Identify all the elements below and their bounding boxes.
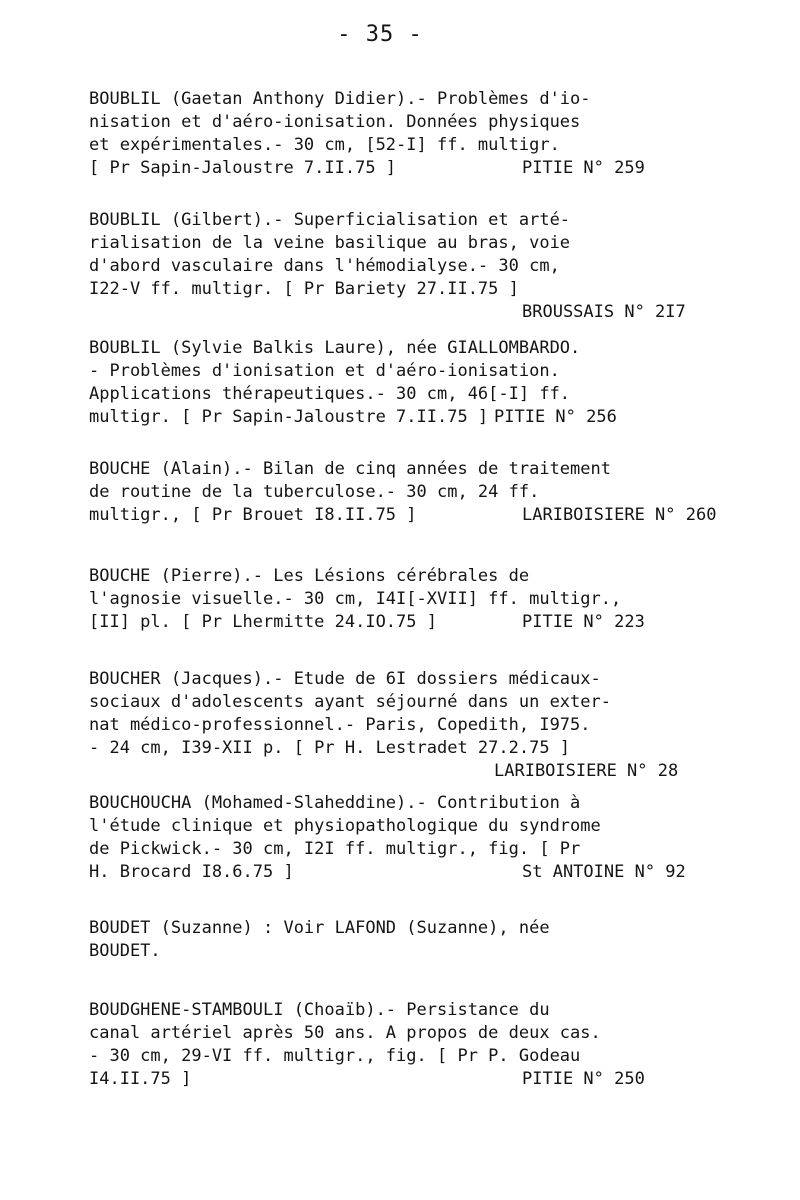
entry-line: - 30 cm, 29-VI ff. multigr., fig. [ Pr P. Godeau [89, 1046, 581, 1066]
entry-line: multigr., [ Pr Brouet I8.II.75 ] [89, 505, 417, 525]
bibliography-entry [89, 999, 749, 1091]
entry-line: BOUCHE (Pierre).- Les Lésions cérébrales de [89, 566, 530, 586]
library-location: LARIBOISIERE N° 28 [494, 761, 679, 781]
entry-line: nisation et d'aéro-ionisation. Données physiques [89, 112, 581, 132]
entry-line: - Problèmes d'ionisation et d'aéro-ionisation. [89, 361, 560, 381]
entry-line: multigr. [ Pr Sapin-Jaloustre 7.II.75 ] [89, 407, 489, 427]
page-number: - 35 - [337, 22, 423, 47]
entry-line: BOUCHER (Jacques).- Etude de 6I dossiers médicaux- [89, 669, 601, 689]
bibliography-entry [89, 337, 749, 429]
entry-line: sociaux d'adolescents ayant séjourné dans un exter- [89, 692, 611, 712]
library-location: PITIE N° 250 [522, 1069, 645, 1089]
bibliography-entry [89, 917, 749, 963]
entry-line: BOUBLIL (Sylvie Balkis Laure), née GIALLOMBARDO. [89, 338, 581, 358]
library-location: PITIE N° 256 [494, 407, 617, 427]
entry-line: canal artériel après 50 ans. A propos de deux cas. [89, 1023, 601, 1043]
bibliography-entry [89, 565, 749, 634]
entry-line: de routine de la tuberculose.- 30 cm, 24 ff. [89, 482, 540, 502]
bibliography-entry [89, 209, 749, 324]
entry-line: I4.II.75 ] [89, 1069, 192, 1089]
entry-line: l'agnosie visuelle.- 30 cm, I4I[-XVII] ff. multigr., [89, 589, 622, 609]
entry-line: BOUBLIL (Gaetan Anthony Didier).- Problèmes d'io- [89, 89, 591, 109]
entry-line: I22-V ff. multigr. [ Pr Bariety 27.II.75 ] [89, 279, 519, 299]
entry-line: d'abord vasculaire dans l'hémodialyse.- 30 cm, [89, 256, 560, 276]
entry-line: et expérimentales.- 30 cm, [52-I] ff. multigr. [89, 135, 560, 155]
library-location: PITIE N° 223 [522, 612, 645, 632]
entry-line: BOUBLIL (Gilbert).- Superficialisation et arté- [89, 210, 571, 230]
entry-line: - 24 cm, I39-XII p. [ Pr H. Lestradet 27.2.75 ] [89, 738, 571, 758]
entry-line: Applications thérapeutiques.- 30 cm, 46[-I] ff. [89, 384, 571, 404]
library-location: St ANTOINE N° 92 [522, 862, 686, 882]
library-location: BROUSSAIS N° 2I7 [522, 302, 686, 322]
bibliography-entry [89, 792, 749, 884]
library-location: PITIE N° 259 [522, 158, 645, 178]
entry-line: l'étude clinique et physiopathologique du syndrome [89, 816, 601, 836]
bibliography-entry [89, 88, 749, 180]
bibliography-entry [89, 458, 749, 527]
library-location: LARIBOISIERE N° 260 [522, 505, 717, 525]
entry-line: [ Pr Sapin-Jaloustre 7.II.75 ] [89, 158, 397, 178]
entry-line: [II] pl. [ Pr Lhermitte 24.IO.75 ] [89, 612, 437, 632]
entry-line: BOUCHE (Alain).- Bilan de cinq années de traitement [89, 459, 611, 479]
entry-line: H. Brocard I8.6.75 ] [89, 862, 294, 882]
entry-line: nat médico-professionnel.- Paris, Copedith, I975. [89, 715, 591, 735]
entry-line: BOUDET. [89, 941, 161, 961]
entry-line: BOUDGHENE-STAMBOULI (Choaïb).- Persistance du [89, 1000, 550, 1020]
entry-line: rialisation de la veine basilique au bras, voie [89, 233, 571, 253]
entry-line: BOUDET (Suzanne) : Voir LAFOND (Suzanne), née [89, 918, 550, 938]
entry-line: de Pickwick.- 30 cm, I2I ff. multigr., fig. [ Pr [89, 839, 581, 859]
bibliography-entry [89, 668, 749, 783]
entry-line: BOUCHOUCHA (Mohamed-Slaheddine).- Contribution à [89, 793, 581, 813]
